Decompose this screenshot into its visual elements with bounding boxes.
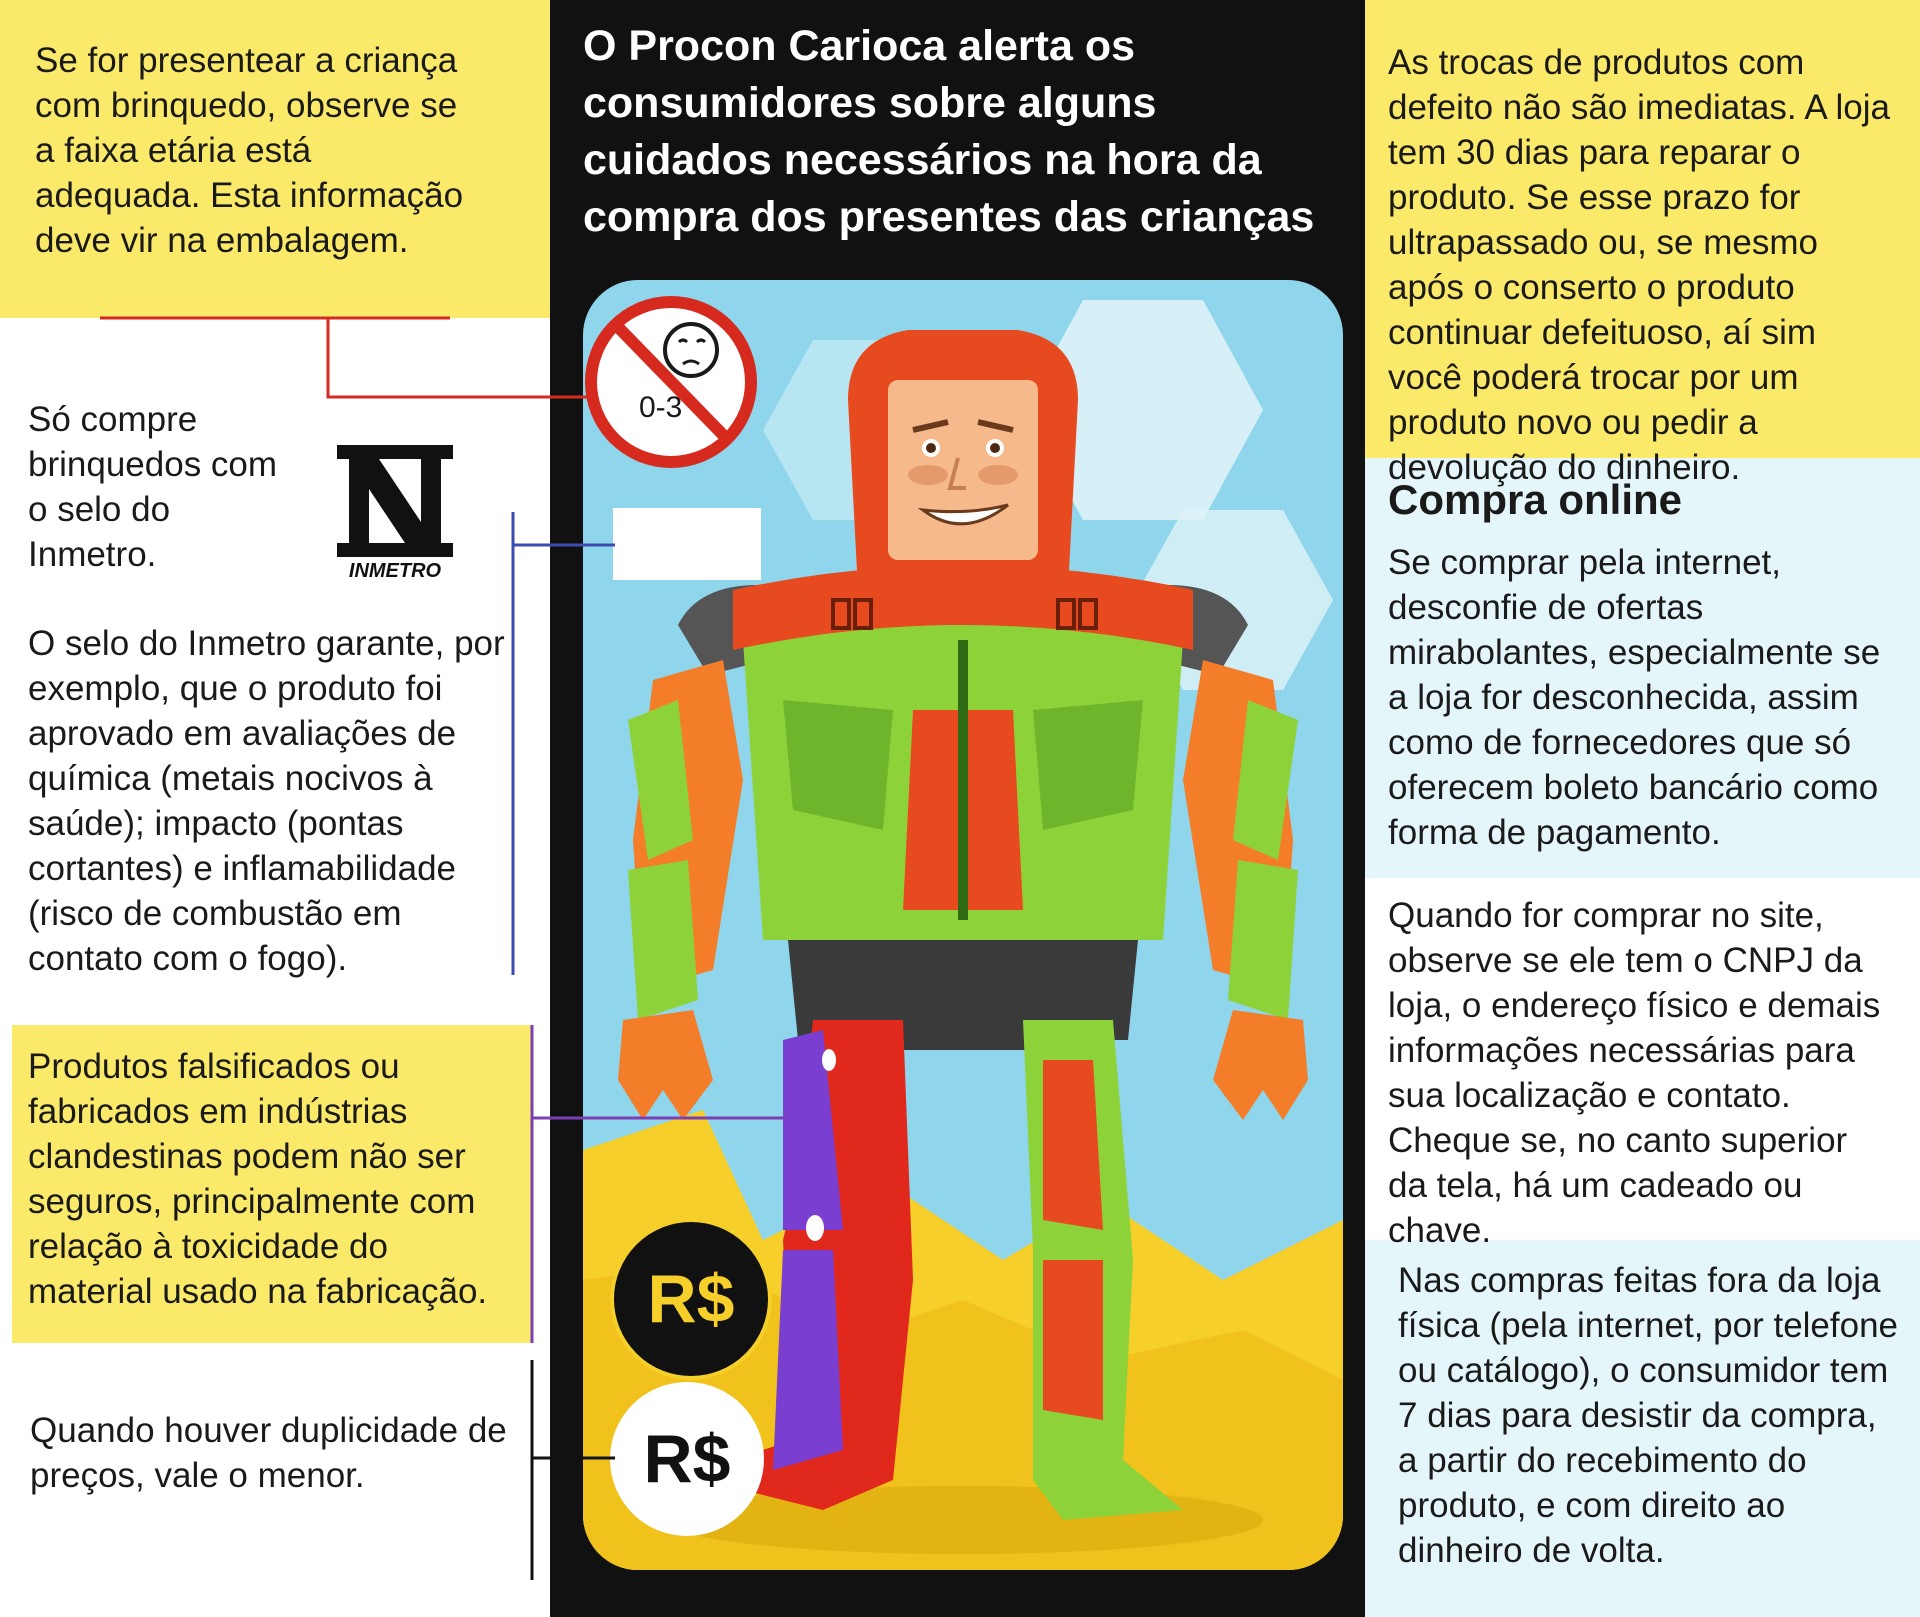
counterfeit-tip: Produtos falsificados ou fabricados em indústrias clandestinas podem não ser seguros, principalmente com relação à toxicidade do material usado na fabricação. bbox=[28, 1047, 488, 1311]
online-tip: Se comprar pela internet, desconfie de ofertas mirabolantes, especialmente se a loja for desconhecida, assim como de fornecedores que só oferecem boleto bancário como forma de pagamento. bbox=[1388, 543, 1881, 852]
age-sign-text: 0-3 bbox=[639, 391, 683, 424]
online-heading: Compra online bbox=[1388, 476, 1683, 523]
headline: O Procon Carioca alerta os consumidores sobre alguns cuidados necessários na hora da compra dos presentes das crianças bbox=[583, 22, 1315, 241]
site-tip: Quando for comprar no site, observe se ele tem o CNPJ da loja, o endereço físico e demais informações necessárias para sua localização e contato. Cheque se, no canto superior da tela, há um cadeado ou chave. bbox=[1388, 896, 1881, 1250]
remote-tip: Nas compras feitas fora da loja física (pela internet, por telefone ou catálogo), o consumidor tem 7 dias para desistir da compra, a partir do recebimento do produto, e com direito ao dinheiro de volta. bbox=[1398, 1261, 1899, 1570]
inmetro-detail: O selo do Inmetro garante, por exemplo, que o produto foi aprovado em avaliações de química (metais nocivos à saúde); impacto (pontas cortantes) e inflamabilidade (risco de combustão em contato com o fogo). bbox=[28, 624, 505, 978]
inmetro-tip: Só compre brinquedos com o selo do Inmetro. bbox=[28, 400, 278, 574]
age-tip: Se for presentear a criança com brinquedo, observe se a faixa etária está adequada. Esta informação deve vir na embalagem. bbox=[35, 41, 464, 260]
price-badge-black: R$ bbox=[610, 1218, 772, 1380]
exchange-tip: As trocas de produtos com defeito não são imediatas. A loja tem 30 dias para reparar o produto. Se esse prazo for ultrapassado ou, se mesmo após o conserto o produto continuar defeituoso, aí sim você poderá trocar por um produto novo ou pedir a devolução do dinheiro. bbox=[1388, 43, 1891, 487]
price-tip: Quando houver duplicidade de preços, vale o menor. bbox=[30, 1411, 507, 1495]
price-badge-white: R$ bbox=[610, 1382, 764, 1536]
inmetro-logo-text: INMETRO bbox=[348, 560, 442, 582]
